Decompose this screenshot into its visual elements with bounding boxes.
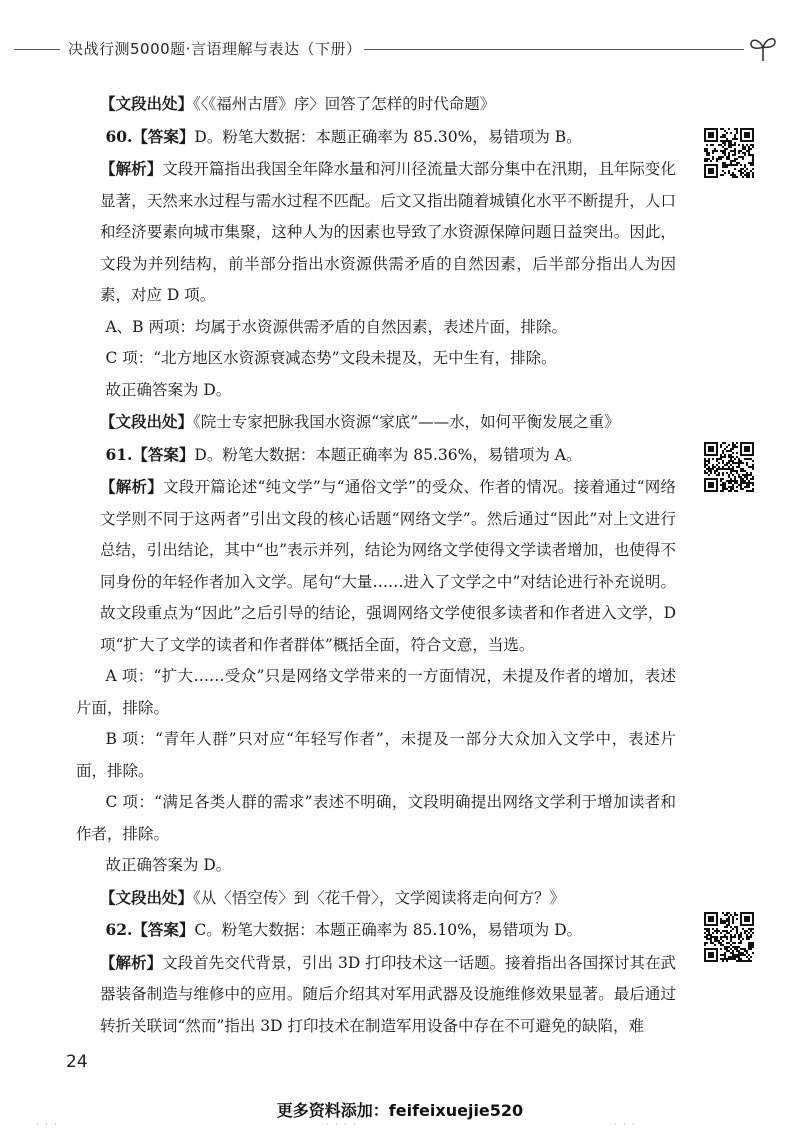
paragraph-text: 《院士专家把脉我国水资源“家底”——水，如何平衡发展之重》 — [193, 413, 620, 431]
paragraph — [76, 312, 676, 344]
paragraph — [76, 343, 676, 375]
paragraph-text: 《〈《福州古厝》序〉回答了怎样的时代命题》 — [193, 95, 496, 113]
paragraph — [76, 661, 676, 724]
paragraph — [76, 121, 676, 154]
scan-noise: · · · — [36, 1120, 59, 1129]
paragraph — [76, 724, 676, 787]
paragraph-tag: 【文段出处】 — [100, 94, 194, 113]
paragraph-text: A 项：“扩大……受众”只是网络文学带来的一方面情况，未提及作者的增加，表述片面，排除。 — [76, 667, 676, 717]
page-number: 24 — [66, 1052, 88, 1072]
qr-code-icon[interactable] — [704, 912, 754, 962]
paragraph — [76, 88, 676, 121]
header-rule-right — [364, 49, 744, 50]
paragraph-text: B 项：“青年人群”只对应“年轻写作者”，未提及一部分大众加入文学中，表述片面，排除。 — [76, 730, 676, 780]
paragraph-text: 故正确答案为 D。 — [105, 856, 232, 874]
paragraph-tag: 【解析】 — [100, 159, 163, 178]
paragraph-text: C。粉笔大数据：本题正确率为 85.10%，易错项为 D。 — [194, 921, 583, 939]
paragraph — [76, 914, 676, 947]
paragraph — [76, 882, 676, 915]
book-title: 决战行测5000题·言语理解与表达（下册） — [68, 40, 362, 58]
paragraph-tag: 【文段出处】 — [100, 887, 194, 907]
paragraph-text: A、B 两项：均属于水资源供需矛盾的自然因素，表述片面，排除。 — [105, 317, 567, 336]
qr-pattern — [704, 442, 754, 492]
paragraph — [76, 471, 676, 661]
paragraph-text: 文段首先交代背景，引出 3D 打印技术这一话题。接着指出各国探讨其在武器装备制造与维修中的应用。随后介绍其对军用武器及设施维修效果显著。最后通过转折关联词“然而”指出 3D 打印技术在制造军用设备中存在不可避免的缺陷，难 — [100, 953, 676, 1035]
qr-pattern — [704, 128, 754, 178]
scan-noise: · · · — [614, 1120, 637, 1129]
header-rule-left — [14, 49, 60, 50]
paragraph-text: C 项：“满足各类人群的需求”表述不明确，文段明确提出网络文学利于增加读者和作者，排除。 — [76, 793, 676, 843]
paragraph-text: D。粉笔大数据：本题正确率为 85.30%，易错项为 B。 — [194, 127, 582, 146]
paragraph-tag: 【解析】 — [100, 952, 163, 972]
paragraph — [76, 439, 676, 472]
paragraph-tag: 【解析】 — [100, 477, 163, 496]
scan-noise: · · · · — [326, 1120, 358, 1129]
paragraph-text: 《从〈悟空传〉到〈花千骨〉，文学阅读将走向何方？》 — [193, 888, 566, 907]
paragraph-text: 故正确答案为 D。 — [105, 380, 232, 399]
sprout-icon — [748, 34, 778, 62]
paragraph — [76, 850, 676, 882]
paragraph-tag: 【文段出处】 — [100, 412, 194, 431]
qr-code-icon[interactable] — [704, 128, 754, 178]
answer-explanations — [76, 88, 676, 1042]
paragraph-tag: 61.【答案】 — [105, 444, 195, 464]
running-header — [14, 34, 786, 64]
paragraph-text: 文段开篇论述“纯文学”与“通俗文学”的受众、作者的情况。接着通过“网络文学则不同于这两者”引出文段的核心话题“网络文学”。然后通过“因此”对上文进行总结，引出结论，其中“也”表示并列，结论为网络文学使得文学读者增加，也使得不同身份的年轻作者加入文学。尾句“大量……进入了文学之中”对结论进行补充说明。故文段重点为“因此”之后引导的结论，强调网络文学使很多读者和作者进入文学，D 项“扩大了文学的读者和作者群体”概括全面，符合文意，当选。 — [100, 478, 676, 654]
paragraph-tag: 62.【答案】 — [105, 920, 195, 939]
paragraph — [76, 406, 676, 439]
qr-pattern — [704, 912, 754, 962]
paragraph — [76, 947, 676, 1043]
paragraph-text: 文段开篇指出我国全年降水量和河川径流量大部分集中在汛期，且年际变化显著，天然来水过程与需水过程不匹配。后文又指出随着城镇化水平不断提升，人口和经济要素向城市集聚，这种人为的因素也导致了水资源保障问题日益突出。因此，文段为并列结构，前半部分指出水资源供需矛盾的自然因素，后半部分指出人为因素，对应 D 项。 — [100, 160, 676, 304]
paragraph-tag: 60.【答案】 — [105, 126, 195, 146]
paragraph — [76, 375, 676, 407]
qr-code-icon[interactable] — [704, 442, 754, 492]
paragraph-text: D。粉笔大数据：本题正确率为 85.36%，易错项为 A。 — [194, 445, 582, 464]
paragraph — [76, 787, 676, 850]
footer-contact: 更多资料添加：feifeixuejie520 — [276, 1101, 524, 1120]
paragraph-text: C 项：“北方地区水资源衰减态势”文段未提及，无中生有，排除。 — [105, 349, 557, 367]
paragraph — [76, 153, 676, 312]
